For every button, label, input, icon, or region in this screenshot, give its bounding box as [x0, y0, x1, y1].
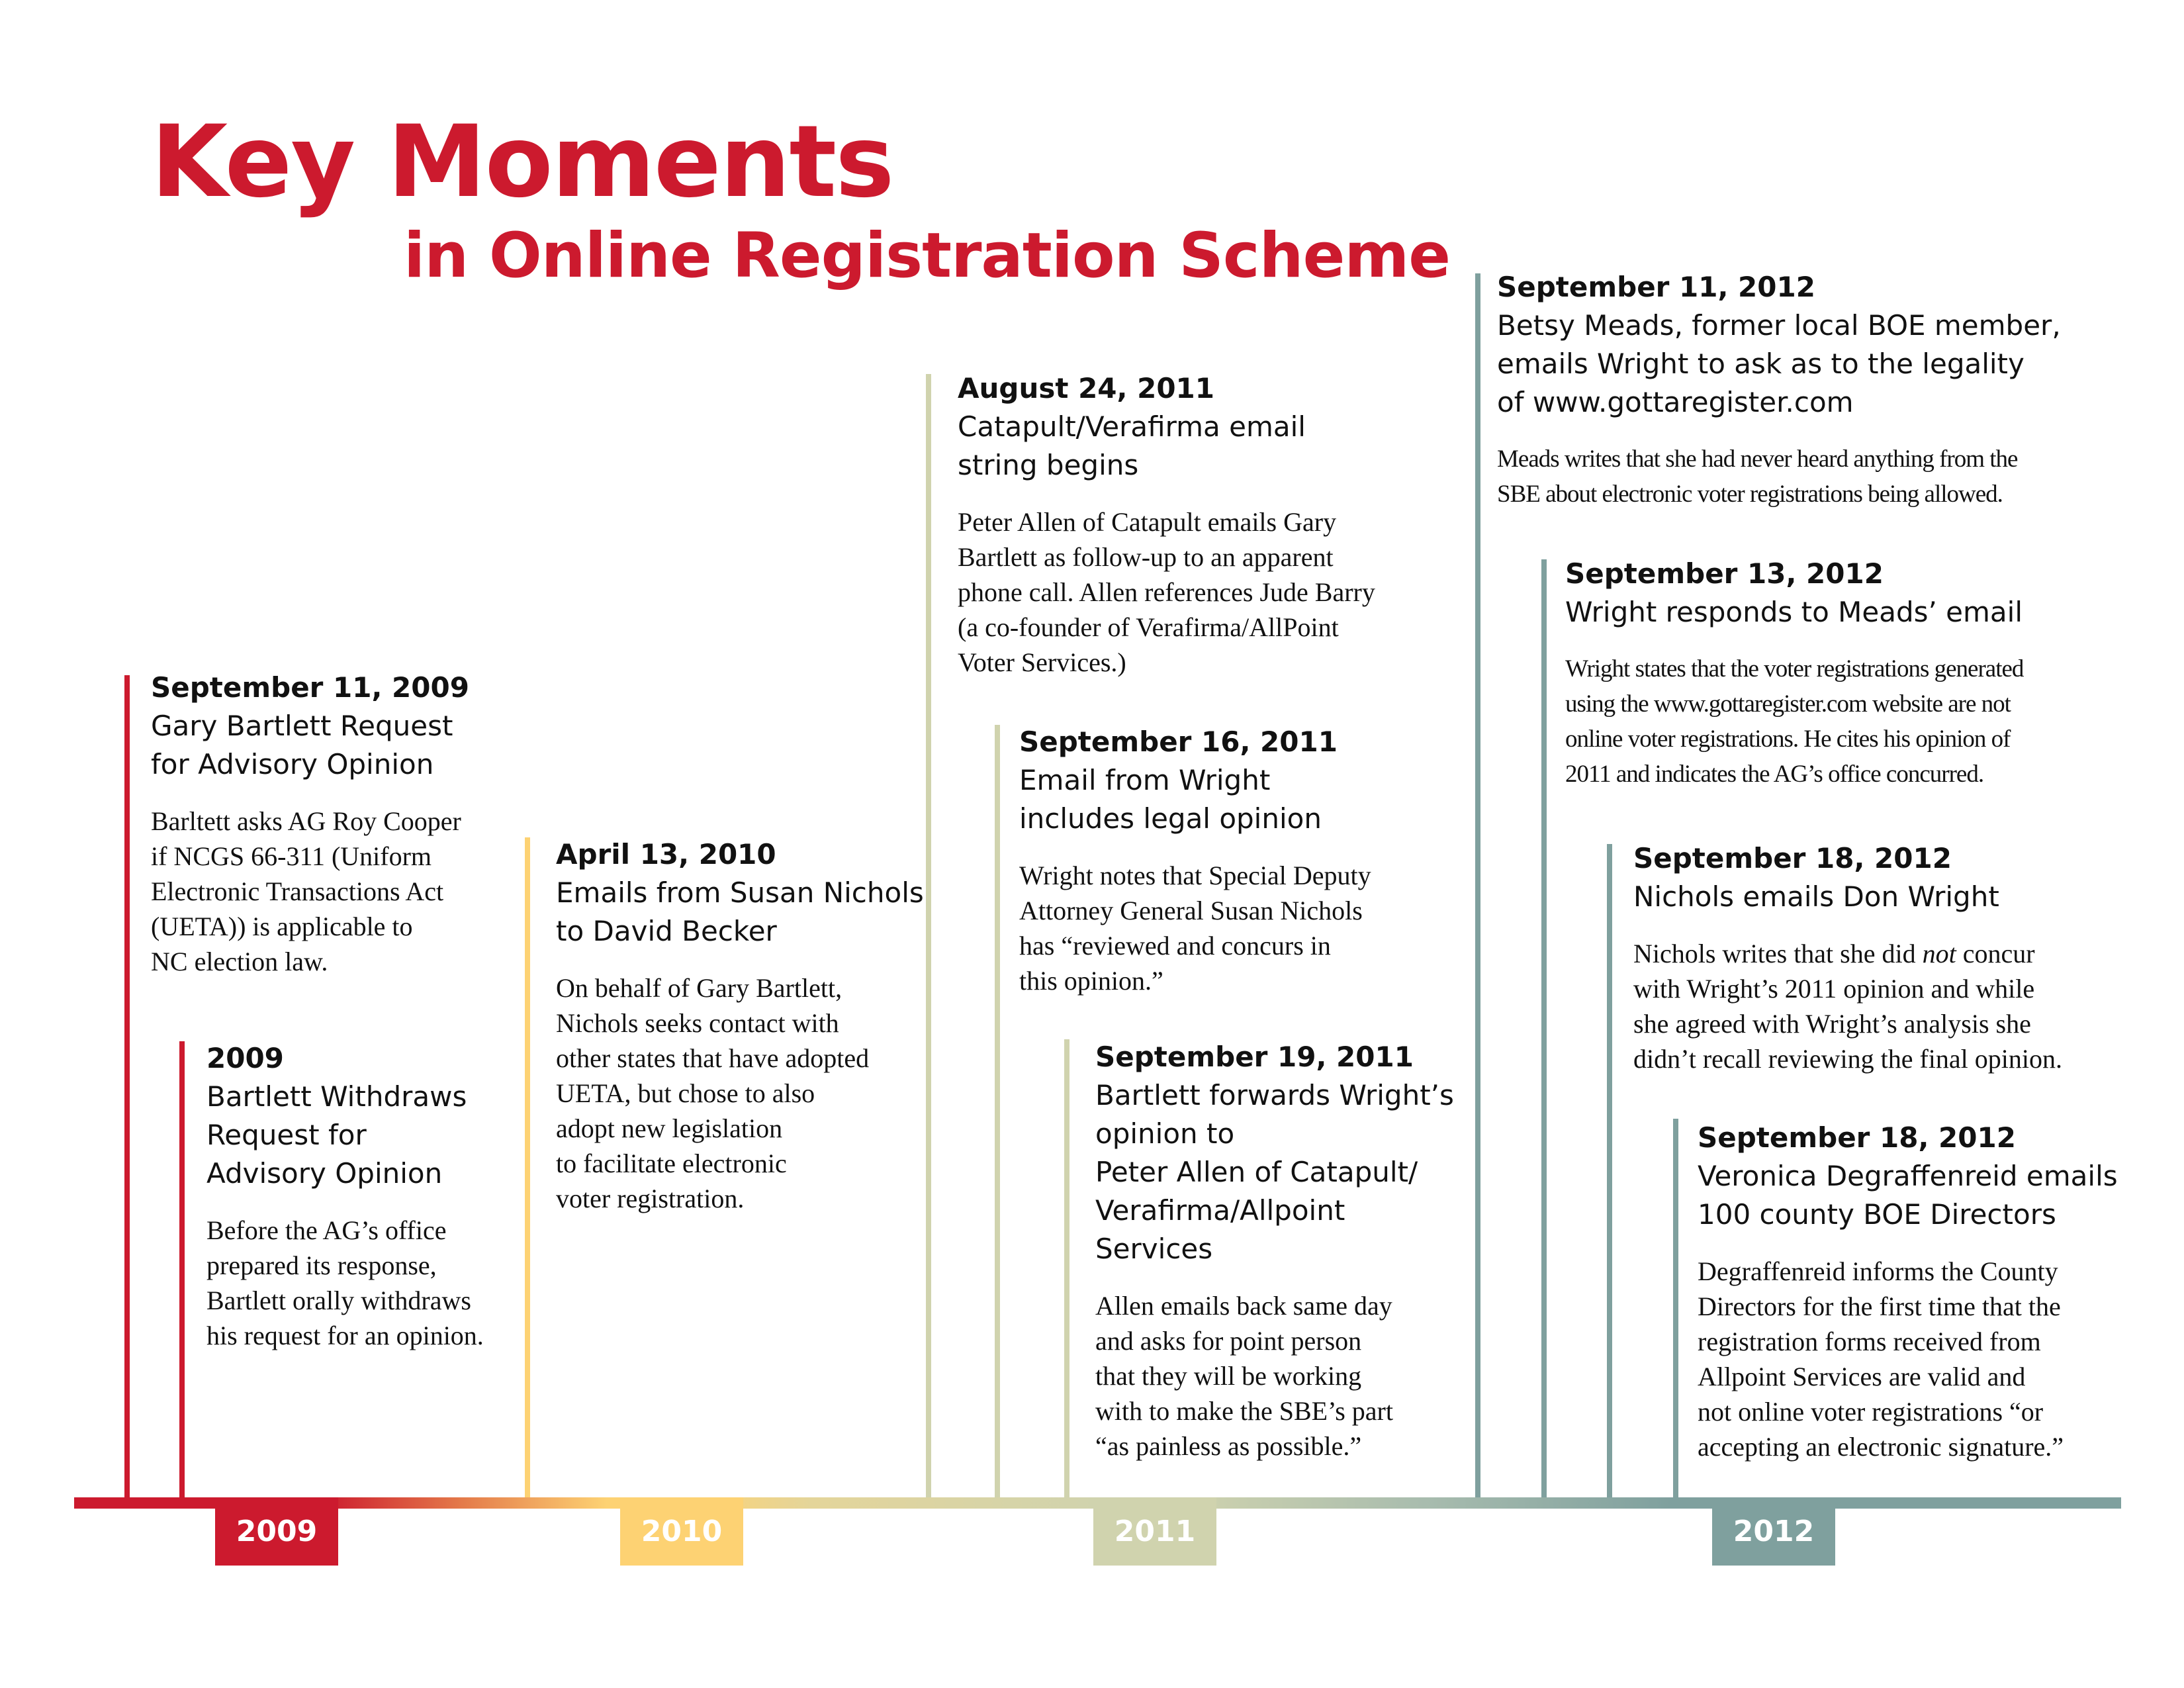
- event-date: September 11, 2012: [1497, 271, 1815, 303]
- event-heading: Catapult/Verafirma email string begins: [958, 410, 1306, 481]
- event-line-2012-sep18-degraffenreid: [1673, 1119, 1678, 1503]
- event-line-2011-aug24: [926, 374, 931, 1503]
- event-date: 2009: [206, 1042, 284, 1074]
- event-heading: Bartlett Withdraws Request for Advisory Opinion: [206, 1080, 467, 1190]
- page-title: Key Moments: [151, 105, 893, 220]
- year-label-2010: 2010: [620, 1497, 743, 1566]
- event-line-2012-sep11: [1475, 273, 1480, 1503]
- event-heading: Nichols emails Don Wright: [1633, 880, 1999, 913]
- event-date: August 24, 2011: [958, 372, 1214, 404]
- event-2012-sep18-nichols: [1633, 839, 2136, 1076]
- event-description: [1633, 936, 2136, 1076]
- event-heading: Emails from Susan Nichols to David Becker: [556, 876, 924, 947]
- event-description: Wright states that the voter registrations generated using the www.gottaregister.com website are not online voter registrations. He cites his opinion of 2011 and indicates the AG’s office concurred.: [1565, 655, 2024, 788]
- page-subtitle: in Online Registration Scheme: [404, 220, 1451, 292]
- event-2009-withdraw: [206, 1039, 518, 1353]
- event-2009-sep11: [151, 669, 522, 979]
- event-2011-sep19: [1095, 1038, 1466, 1464]
- event-line-2012-sep13: [1541, 559, 1547, 1503]
- event-description: Allen emails back same day and asks for point person that they will be working with to make the SBE’s part “as painless as possible.”: [1095, 1291, 1393, 1461]
- event-line-2012-sep18-nichols: [1607, 844, 1612, 1503]
- event-description-start: Nichols writes that she did: [1633, 939, 1923, 968]
- event-2012-sep18-degraffenreid: [1698, 1119, 2134, 1464]
- event-description: Degraffenreid informs the County Directors for the first time that the registration forms received from Allpoint Services are valid and not online voter registrations “or accepting an electronic signature.”: [1698, 1256, 2064, 1462]
- event-date: September 18, 2012: [1633, 842, 1952, 874]
- event-description: Wright notes that Special Deputy Attorney General Susan Nichols has “reviewed and concurs in this opinion.”: [1019, 861, 1371, 996]
- event-heading: Wright responds to Meads’ email: [1565, 596, 2023, 628]
- event-2010-apr13: [556, 835, 927, 1216]
- event-2012-sep13: [1565, 555, 2128, 792]
- year-label-2012: 2012: [1712, 1497, 1835, 1566]
- event-description-emphasis: not: [1922, 939, 1956, 968]
- event-description: Meads writes that she had never heard anything from the SBE about electronic voter registrations being allowed.: [1497, 445, 2018, 508]
- event-date: September 13, 2012: [1565, 557, 1884, 590]
- event-description: On behalf of Gary Bartlett, Nichols seeks contact with other states that have adopted UETA, but chose to also adopt new legislation to facilitate electronic voter registration.: [556, 973, 870, 1213]
- year-label-2011: 2011: [1093, 1497, 1216, 1566]
- event-description: Peter Allen of Catapult emails Gary Bartlett as follow-up to an apparent phone call. Allen references Jude Barry (a co-founder of Verafirma/AllPoint Voter Services.): [958, 507, 1375, 677]
- event-2011-aug24: [958, 369, 1408, 680]
- year-label-2009: 2009: [215, 1497, 338, 1566]
- event-date: September 16, 2011: [1019, 726, 1338, 758]
- event-heading: Gary Bartlett Request for Advisory Opinion: [151, 710, 453, 780]
- event-heading: Betsy Meads, former local BOE member, emails Wright to ask as to the legality of www.gottaregister.com: [1497, 309, 2061, 418]
- event-date: September 19, 2011: [1095, 1041, 1414, 1073]
- event-line-2010-apr13: [525, 837, 530, 1503]
- event-line-2011-sep19: [1064, 1039, 1069, 1503]
- event-date: September 18, 2012: [1698, 1121, 2016, 1154]
- event-2011-sep16: [1019, 723, 1430, 998]
- event-line-2009-withdraw: [179, 1041, 185, 1503]
- event-heading: Email from Wright includes legal opinion: [1019, 764, 1322, 835]
- event-line-2009-sep11: [124, 675, 130, 1503]
- event-heading: Veronica Degraffenreid emails 100 county BOE Directors: [1698, 1160, 2118, 1231]
- event-date: April 13, 2010: [556, 838, 776, 870]
- event-line-2011-sep16: [995, 725, 1000, 1503]
- event-description: Before the AG’s office prepared its response, Bartlett orally withdraws his request for an opinion.: [206, 1215, 484, 1350]
- event-description: Barltett asks AG Roy Cooper if NCGS 66-311 (Uniform Electronic Transactions Act (UETA)) is applicable to NC election law.: [151, 806, 461, 976]
- event-date: September 11, 2009: [151, 671, 469, 704]
- event-description-end: concur with Wright’s 2011 opinion and while she agreed with Wright’s analysis she didn’t recall reviewing the final opinion.: [1633, 939, 2062, 1074]
- event-2012-sep11: [1497, 268, 2159, 512]
- event-heading: Bartlett forwards Wright’s opinion to Peter Allen of Catapult/ Verafirma/Allpoint Services: [1095, 1079, 1454, 1265]
